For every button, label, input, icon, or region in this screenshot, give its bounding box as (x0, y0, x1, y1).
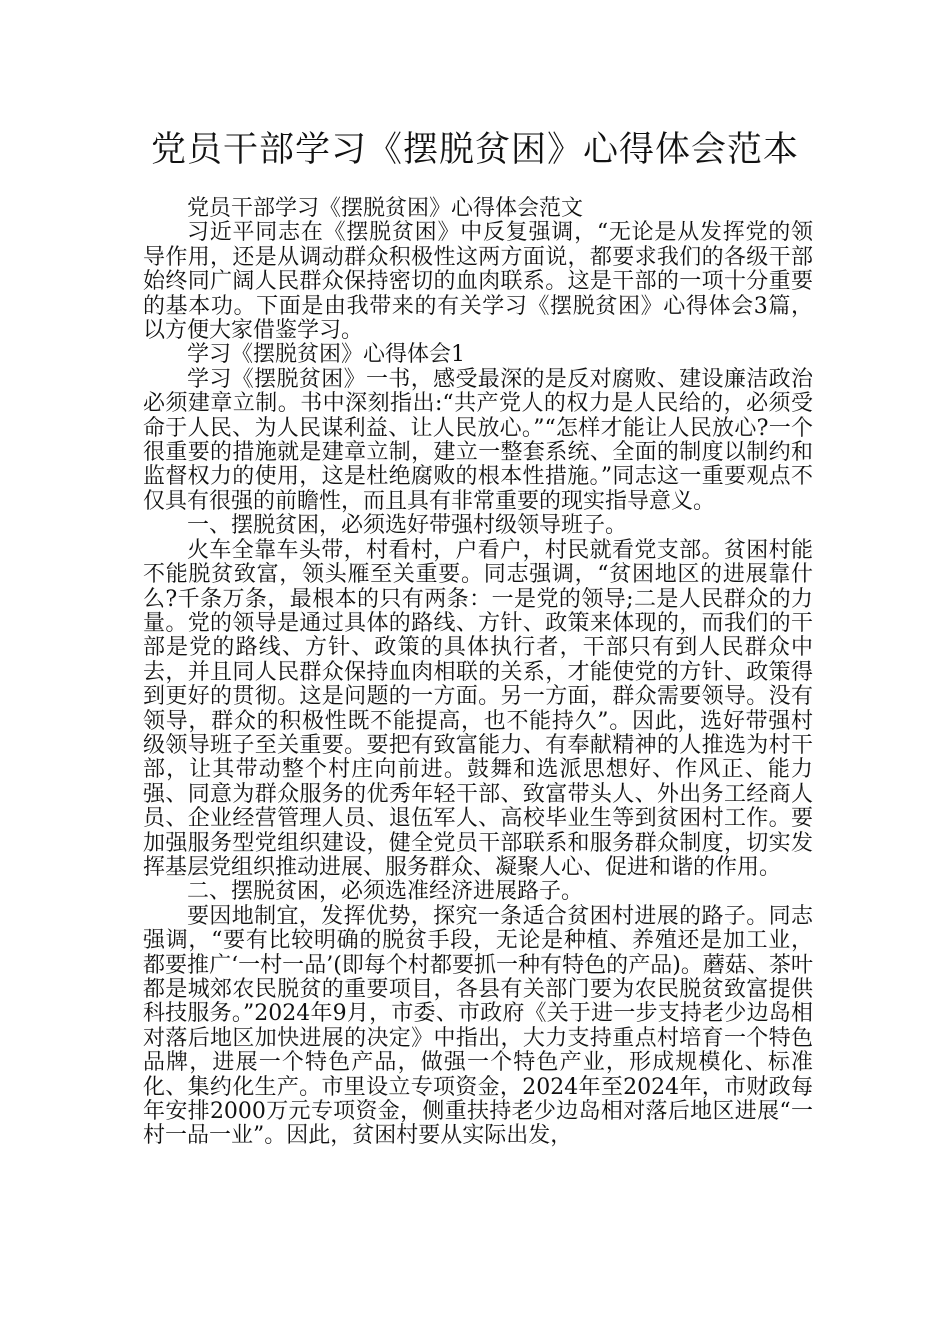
subtitle-paragraph: 党员干部学习《摆脱贫困》心得体会范文 (187, 196, 584, 221)
document-body (143, 197, 813, 1149)
section-heading-part-2: 二、摆脱贫困，必须选准经济进展路子。 (187, 879, 584, 905)
body-paragraph: 火车全靠车头带，村看村，户看户，村民就看党支部。贫困村能不能脱贫致富，领头雁至关重要。同志强调，“贫困地区的进展靠什么?千条万条，最根本的只有两条：一是党的领导;二是人民群众的力量。党的领导是通过具体的路线、方针、政策来体现的，而我们的干部是党的路线、方针、政策的具体执行者，干部只有到人民群众中去，并且同人民群众保持血肉相联的关系，才能使党的方针、政策得到更好的贯彻。这是问题的一方面。另一方面，群众需要领导。没有领导，群众的积极性既不能提高，也不能持久”。因此，选好带强村级领导班子至关重要。要把有致富能力、有奉献精神的人推选为村干部，让其带动整个村庄向前进。鼓舞和选派思想好、作风正、能力强、同意为群众服务的优秀年轻干部、致富带头人、外出务工经商人员、企业经营管理人员、退伍军人、高校毕业生等到贫困村工作。要加强服务型党组织建设，健全党员干部联系和服务群众制度，切实发挥基层党组织推动进展、服务群众、凝聚人心、促进和谐的作用。 (143, 537, 813, 880)
document-title: 党员干部学习《摆脱贫困》心得体会范本 (150, 130, 799, 170)
section-heading-part-1: 一、摆脱贫困，必须选好带强村级领导班子。 (187, 513, 628, 539)
body-paragraph: 学习《摆脱贫困》一书，感受最深的是反对腐败、建设廉洁政治必须建章立制。书中深刻指出:“共产党人的权力是人民给的，必须受命于人民、为人民谋利益、让人民放心。”“怎样才能让人民放心?一个很重要的措施就是建章立制，建立一整套系统、全面的制度以制约和监督权力的使用，这是杜绝腐败的根本性措施。”同志这一重要观点不仅具有很强的前瞻性，而且具有非常重要的现实指导意义。 (143, 366, 813, 514)
intro-paragraph: 习近平同志在《摆脱贫困》中反复强调，“无论是从发挥党的领导作用，还是从调动群众积极性这两方面说，都要求我们的各级干部始终同广阔人民群众保持密切的血肉联系。这是干部的一项十分重要的基本功。下面是由我带来的有关学习《摆脱贫困》心得体会3篇，以方便大家借鉴学习。 (143, 220, 813, 344)
body-paragraph: 要因地制宜，发挥优势，探究一条适合贫困村进展的路子。同志强调，“要有比较明确的脱贫手段，无论是种植、养殖还是加工业，都要推广‘一村一品’(即每个村都要抓一种有特色的产品)。蘑菇、茶叶都是城郊农民脱贫的重要项目，各县有关部门要为农民脱贫致富提供科技服务。”2024年9月，市委、市政府《关于进一步支持老少边岛相对落后地区加快进展的决定》中指出，大力支持重点村培育一个特色品牌，进展一个特色产品，做强一个特色产业，形成规模化、标准化、集约化生产。市里设立专项资金，2024年至2024年，市财政每年安排2000万元专项资金，侧重扶持老少边岛相对落后地区进展“一村一品一业”。因此，贫困村要从实际出发， (143, 903, 813, 1149)
section-heading-essay-1: 学习《摆脱贫困》心得体会1 (187, 342, 465, 368)
